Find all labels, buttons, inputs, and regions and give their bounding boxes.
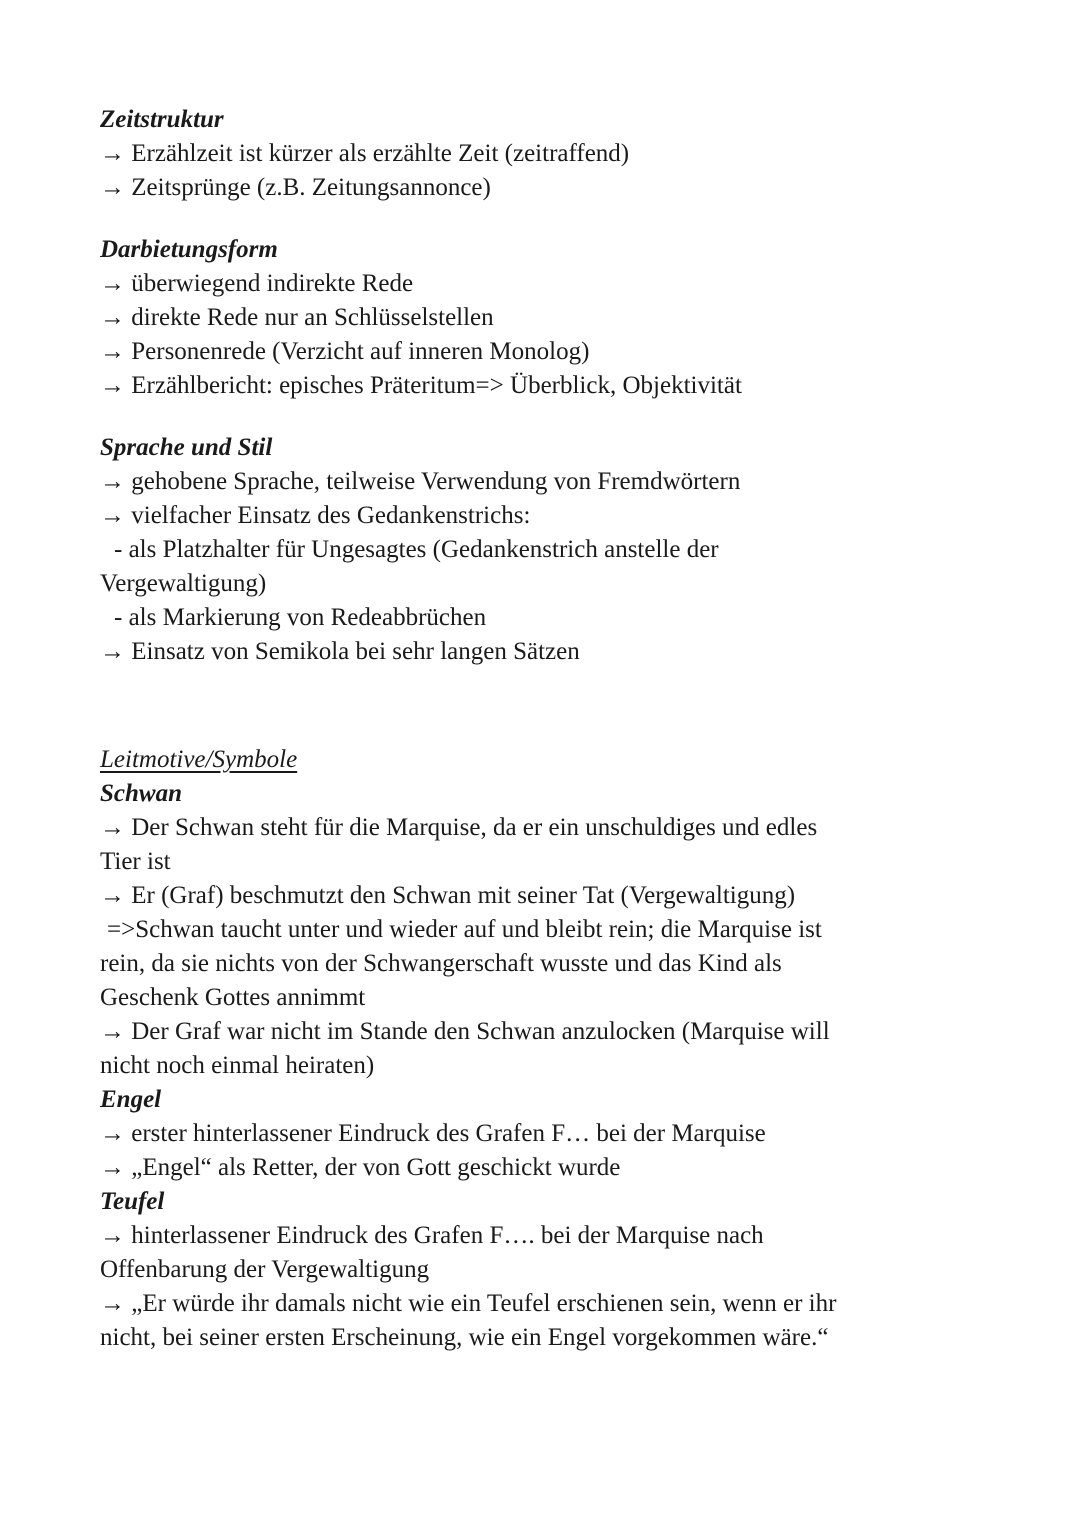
wrapped-text-line: Offenbarung der Vergewaltigung (100, 1256, 430, 1283)
bullet-line: → hinterlassener Eindruck des Grafen F…. bei der Marquise nach (100, 1222, 764, 1249)
wrapped-text-line: Geschenk Gottes annimmt (100, 984, 366, 1011)
section-heading-sprache-und-stil: Sprache und Stil (100, 434, 273, 461)
section-darbietungsform (100, 233, 1000, 403)
wrapped-text-line: nicht noch einmal heiraten) (100, 1052, 375, 1079)
sub-bullet-line: - als Markierung von Redeabbrüchen (114, 604, 487, 631)
wrapped-text-line: nicht, bei seiner ersten Erscheinung, wie ein Engel vorgekommen wäre.“ (100, 1324, 829, 1351)
chapter-heading-leitmotive-symbole: Leitmotive/Symbole (100, 746, 298, 773)
bullet-line: → Der Schwan steht für die Marquise, da er ein unschuldiges und edles (100, 814, 818, 841)
bullet-line: → „Engel“ als Retter, der von Gott geschickt wurde (100, 1154, 621, 1181)
arrow-note-line: =>Schwan taucht unter und wieder auf und bleibt rein; die Marquise ist (107, 916, 822, 943)
wrapped-text-line: rein, da sie nichts von der Schwangerschaft wusste und das Kind als (100, 950, 782, 977)
section-heading-zeitstruktur: Zeitstruktur (100, 106, 224, 133)
bullet-line: → Zeitsprünge (z.B. Zeitungsannonce) (100, 174, 491, 201)
subsection-schwan (100, 777, 1000, 1083)
bullet-line: → erster hinterlassener Eindruck des Grafen F… bei der Marquise (100, 1120, 766, 1147)
bullet-line: → Erzählzeit ist kürzer als erzählte Zeit (zeitraffend) (100, 140, 630, 167)
bullet-line: → gehobene Sprache, teilweise Verwendung von Fremdwörtern (100, 468, 741, 495)
subsection-engel (100, 1083, 1000, 1185)
bullet-line: → überwiegend indirekte Rede (100, 270, 414, 297)
bullet-line: → Einsatz von Semikola bei sehr langen Sätzen (100, 638, 580, 665)
section-sprache-und-stil (100, 431, 1000, 669)
bullet-line: → Erzählbericht: episches Präteritum=> Überblick, Objektivität (100, 372, 742, 399)
wrapped-text-line: Tier ist (100, 848, 171, 875)
bullet-line: → „Er würde ihr damals nicht wie ein Teufel erschienen sein, wenn er ihr (100, 1290, 837, 1317)
bullet-line: → Der Graf war nicht im Stande den Schwan anzulocken (Marquise will (100, 1018, 830, 1045)
subsection-heading-schwan: Schwan (100, 780, 182, 807)
section-zeitstruktur (100, 103, 1000, 205)
subsection-teufel (100, 1185, 1000, 1355)
bullet-line: → direkte Rede nur an Schlüsselstellen (100, 304, 494, 331)
bullet-line: → vielfacher Einsatz des Gedankenstrichs: (100, 502, 531, 529)
sub-bullet-line: - als Platzhalter für Ungesagtes (Gedankenstrich anstelle der (114, 536, 719, 563)
bullet-line: → Er (Graf) beschmutzt den Schwan mit seiner Tat (Vergewaltigung) (100, 882, 796, 909)
wrapped-text-line: Vergewaltigung) (100, 570, 267, 597)
bullet-line: → Personenrede (Verzicht auf inneren Monolog) (100, 338, 590, 365)
section-leitmotive-symbole (100, 743, 1000, 1355)
section-heading-darbietungsform: Darbietungsform (100, 236, 278, 263)
subsection-heading-engel: Engel (100, 1086, 162, 1113)
subsection-heading-teufel: Teufel (100, 1188, 165, 1215)
